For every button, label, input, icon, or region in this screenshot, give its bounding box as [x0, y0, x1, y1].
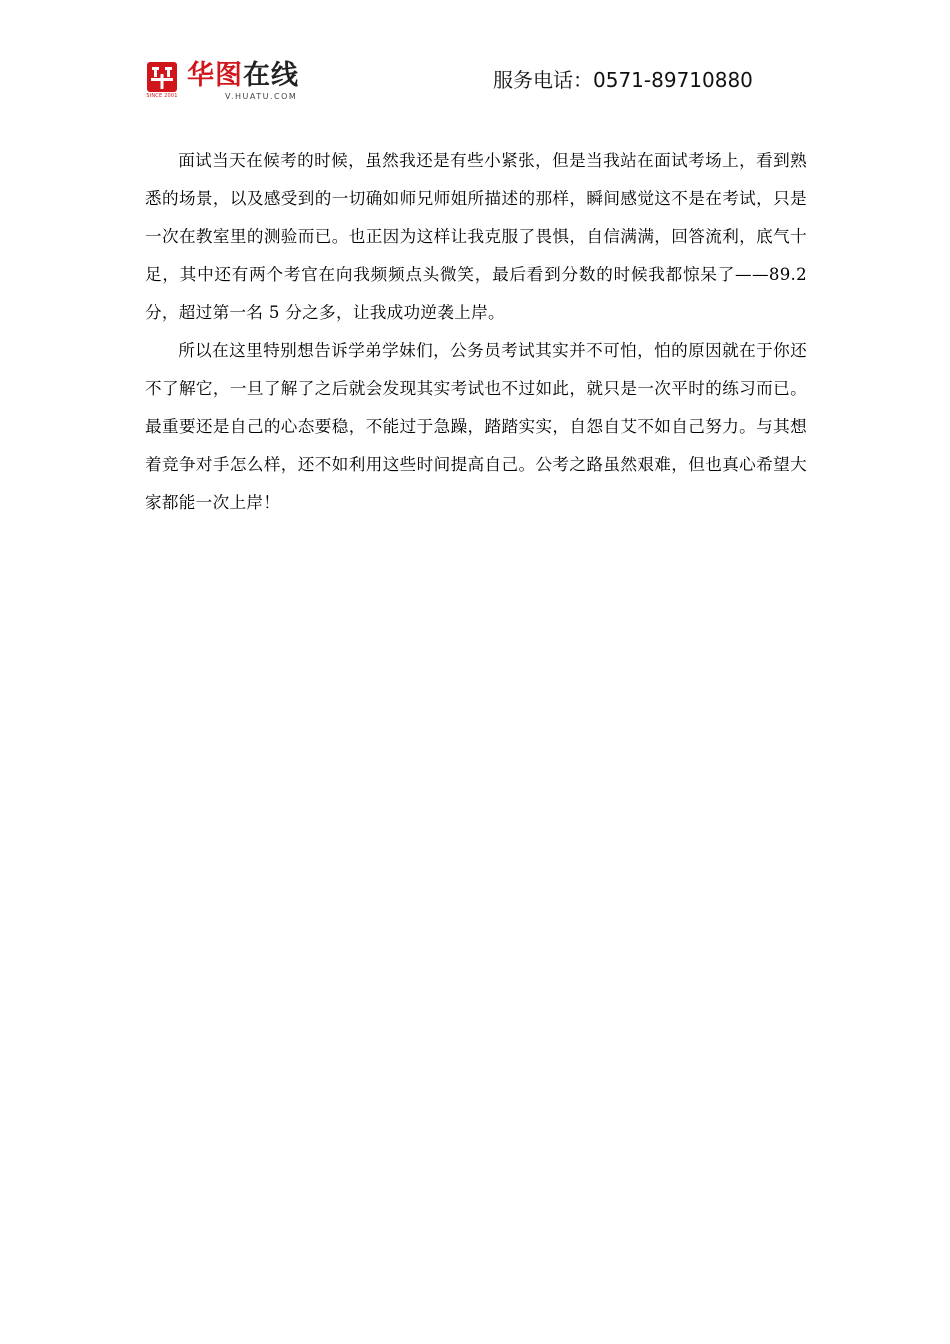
huatu-logo [145, 62, 299, 104]
service-phone: 服务电话：0571-89710880 [493, 68, 753, 92]
logo-name [187, 62, 299, 90]
logo-url: V.HUATU.COM [225, 92, 298, 101]
logo-name-red: 华图 [187, 60, 243, 91]
paragraph: 所以在这里特别想告诉学弟学妹们，公务员考试其实并不可怕，怕的原因就在于你还不了解它，一旦了解了之后就会发现其实考试也不过如此，就只是一次平时的练习而已。最重要还是自己的心态要稳，不能过于急躁，踏踏实实，自怨自艾不如自己努力。与其想着竞争对手怎么样，还不如利用这些时间提高自己。公考之路虽然艰难，但也真心希望大家都能一次上岸！ [145, 341, 807, 512]
logo-name-dark: 在线 [243, 60, 299, 91]
logo-since-text: SINCE 2001 [146, 93, 178, 99]
paragraph: 面试当天在候考的时候，虽然我还是有些小紧张，但是当我站在面试考场上，看到熟悉的场景，以及感受到的一切确如师兄师姐所描述的那样，瞬间感觉这不是在考试，只是一次在教室里的测验而已。也正因为这样让我克服了畏惧，自信满满，回答流利，底气十足，其中还有两个考官在向我频频点头微笑，最后看到分数的时候我都惊呆了——89.2 分，超过第一名 5 分之多，让我成功逆袭上岸。 [145, 151, 807, 322]
page-header [0, 0, 950, 120]
huatu-logo-icon [145, 62, 179, 99]
article-body [145, 142, 807, 522]
